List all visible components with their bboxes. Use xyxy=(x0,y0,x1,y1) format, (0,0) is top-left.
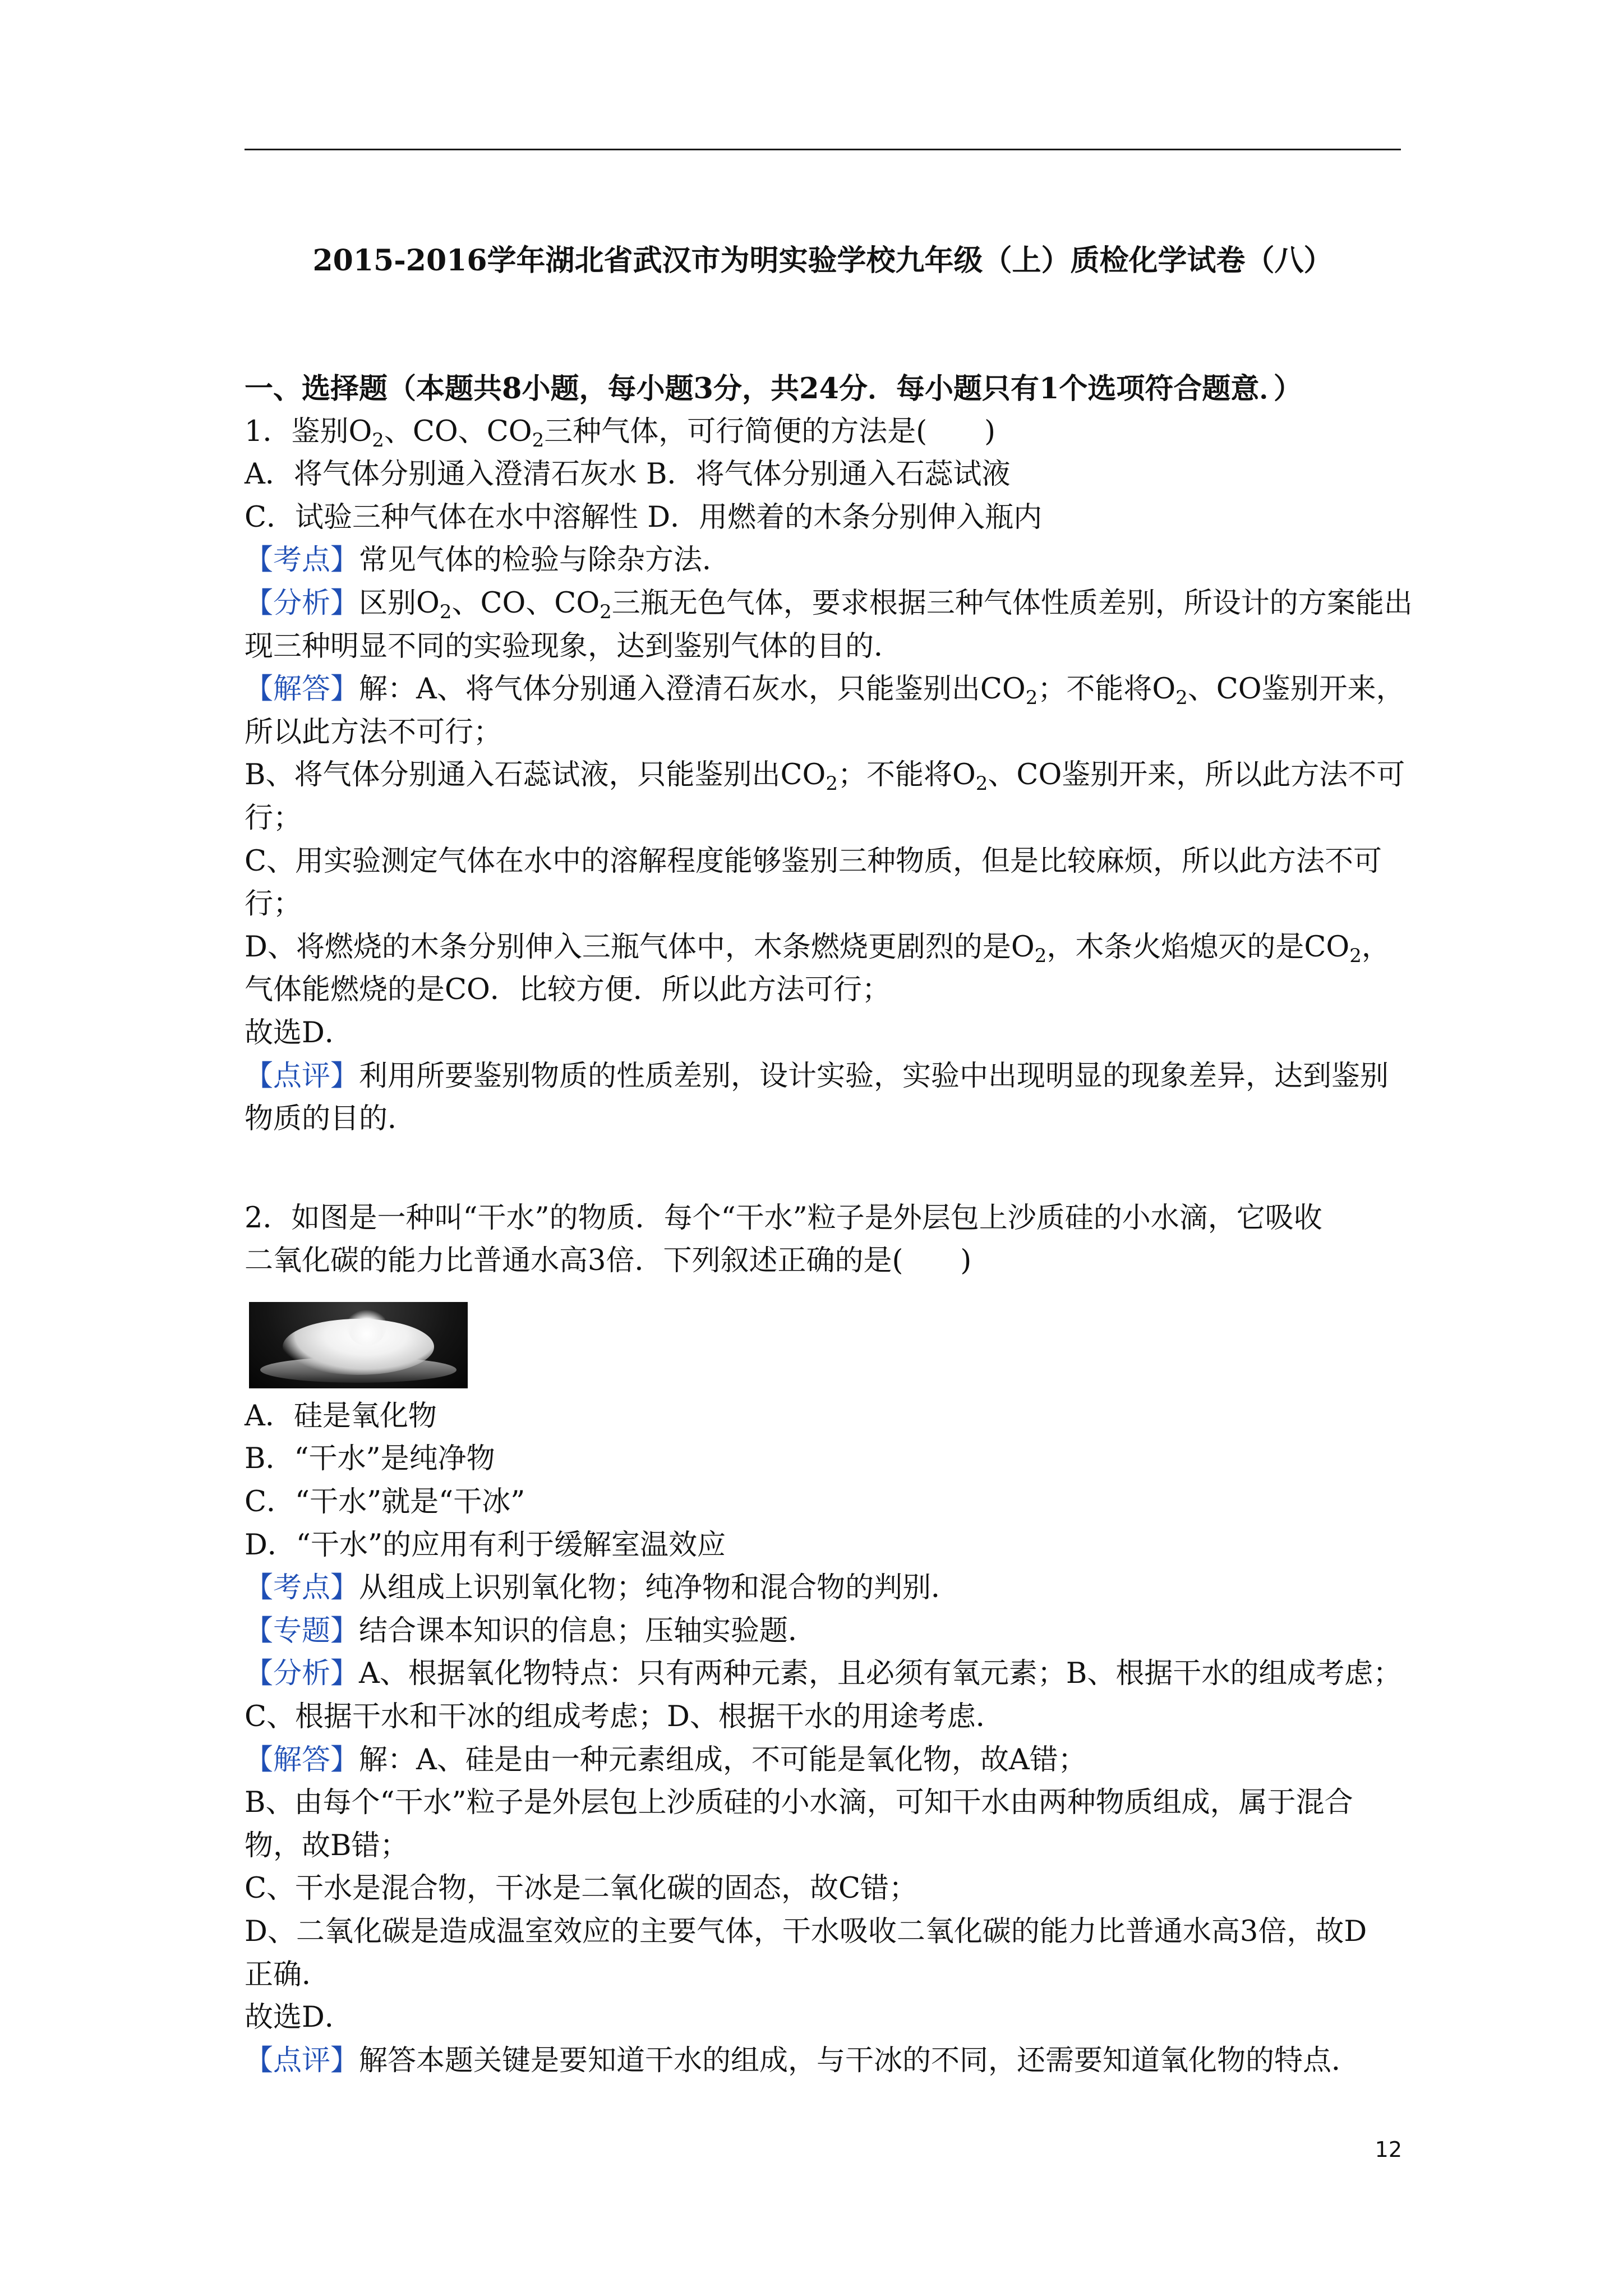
q1-fenxi-cont: 现三种明显不同的实验现象，达到鉴别气体的目的． xyxy=(245,629,903,663)
q2-figure xyxy=(245,1283,1401,1395)
dry-water-photo xyxy=(249,1302,468,1388)
q1-answer-choice: 故选D． xyxy=(245,1016,353,1050)
q1-stem: 1．鉴别$O_2$、CO、$CO_2$三种气体，可行简便的方法是( ) xyxy=(245,415,996,452)
dianping-tag: 【点评】 xyxy=(245,2044,359,2077)
q1-fenxi: 【分析】区别$O_2$、CO、$CO_2$三瓶无色气体，要求根据三种气体性质差别，所设计的方案能出 xyxy=(245,586,1413,623)
document-title: 2015-2016学年湖北省武汉市为明实验学校九年级（上）质检化学试卷（八） xyxy=(312,243,1333,278)
dianping-tag: 【点评】 xyxy=(245,1059,359,1093)
q1-answer-line: 气体能燃烧的是CO．比较方便．所以此方法可行； xyxy=(245,973,891,1007)
q1-answer-line: 行； xyxy=(245,801,302,835)
q1-answer-line: D、将燃烧的木条分别伸入三瓶气体中，木条燃烧更剧烈的是$O_2$，木条火焰熄灭的是$CO_2$， xyxy=(245,930,1390,967)
q2-zhuanti: 【专题】结合课本知识的信息；压轴实验题． xyxy=(245,1614,817,1648)
q1-answer-line: 所以此方法不可行； xyxy=(245,715,502,749)
q2-fenxi-cont: C、根据干水和干冰的组成考虑；D、根据干水的用途考虑． xyxy=(245,1700,1004,1734)
q1-options-ab: A．将气体分别通入澄清石灰水 B．将气体分别通入石蕊试液 xyxy=(245,458,1011,491)
q2-answer-line: C、干水是混合物，干冰是二氧化碳的固态，故C错； xyxy=(245,1872,918,1906)
kaodian-tag: 【考点】 xyxy=(245,544,359,577)
document-body xyxy=(245,367,1413,2082)
q2-option-b: B．“干水”是纯净物 xyxy=(245,1442,495,1476)
q1-answer-line: B、将气体分别通入石蕊试液，只能鉴别出$CO_2$；不能将$O_2$、CO鉴别开来，所以此方法不可 xyxy=(245,758,1405,795)
q2-kaodian: 【考点】从组成上识别氧化物；纯净物和混合物的判别． xyxy=(245,1571,960,1605)
jieda-tag: 【解答】 xyxy=(245,1743,359,1777)
q1-answer-line: 行； xyxy=(245,887,302,921)
page-number: 12 xyxy=(1375,2137,1402,2162)
q2-option-a: A．硅是氧化物 xyxy=(245,1399,437,1433)
kaodian-tag: 【考点】 xyxy=(245,1571,359,1605)
q2-stem-cont: 二氧化碳的能力比普通水高3倍．下列叙述正确的是( ) xyxy=(245,1244,972,1278)
q2-stem: 2．如图是一种叫“干水”的物质．每个“干水”粒子是外层包上沙质硅的小水滴，它吸收 xyxy=(245,1201,1322,1235)
q1-dianping: 【点评】利用所要鉴别物质的性质差别，设计实验，实验中出现明显的现象差异，达到鉴别 xyxy=(245,1059,1389,1093)
q1-options-cd: C．试验三种气体在水中溶解性 D．用燃着的木条分别伸入瓶内 xyxy=(245,500,1043,534)
q2-answer-line: B、由每个“干水”粒子是外层包上沙质硅的小水滴，可知干水由两种物质组成，属于混合 xyxy=(245,1786,1353,1820)
section-header: 一、选择题（本题共8小题，每小题3分，共24分．每小题只有1个选项符合题意．） xyxy=(245,372,1302,406)
q1-dianping-cont: 物质的目的． xyxy=(245,1102,417,1136)
q2-option-c: C．“干水”就是“干冰” xyxy=(245,1485,525,1519)
fenxi-tag: 【分析】 xyxy=(245,1657,359,1691)
jieda-tag: 【解答】 xyxy=(245,673,359,706)
zhuanti-tag: 【专题】 xyxy=(245,1614,359,1648)
q2-fenxi: 【分析】A、根据氧化物特点：只有两种元素，且必须有氧元素；B、根据干水的组成考虑； xyxy=(245,1657,1402,1691)
q2-answer-line: 正确． xyxy=(245,1958,331,1991)
q2-dianping: 【点评】解答本题关键是要知道干水的组成，与干冰的不同，还需要知道氧化物的特点． xyxy=(245,2044,1361,2077)
fenxi-tag: 【分析】 xyxy=(245,586,359,620)
q1-kaodian: 【考点】常见气体的检验与除杂方法． xyxy=(245,544,731,577)
q2-answer-line: D、二氧化碳是造成温室效应的主要气体，干水吸收二氧化碳的能力比普通水高3倍，故D xyxy=(245,1915,1367,1948)
q1-answer: 【解答】解：A、将气体分别通入澄清石灰水，只能鉴别出$CO_2$；不能将$O_2$、CO鉴别开来， xyxy=(245,673,1405,710)
q1-answer-line: C、用实验测定气体在水中的溶解程度能够鉴别三种物质，但是比较麻烦，所以此方法不可 xyxy=(245,844,1382,878)
header-rule xyxy=(245,149,1401,150)
question-spacer xyxy=(245,1141,1401,1197)
q2-answer: 【解答】解：A、硅是由一种元素组成，不可能是氧化物，故A错； xyxy=(245,1743,1087,1777)
q2-option-d: D．“干水”的应用有利于缓解室温效应 xyxy=(245,1528,726,1562)
q2-answer-choice: 故选D． xyxy=(245,2001,353,2035)
q2-answer-line: 物，故B错； xyxy=(245,1829,409,1862)
powder-peak-shape xyxy=(347,1306,386,1346)
